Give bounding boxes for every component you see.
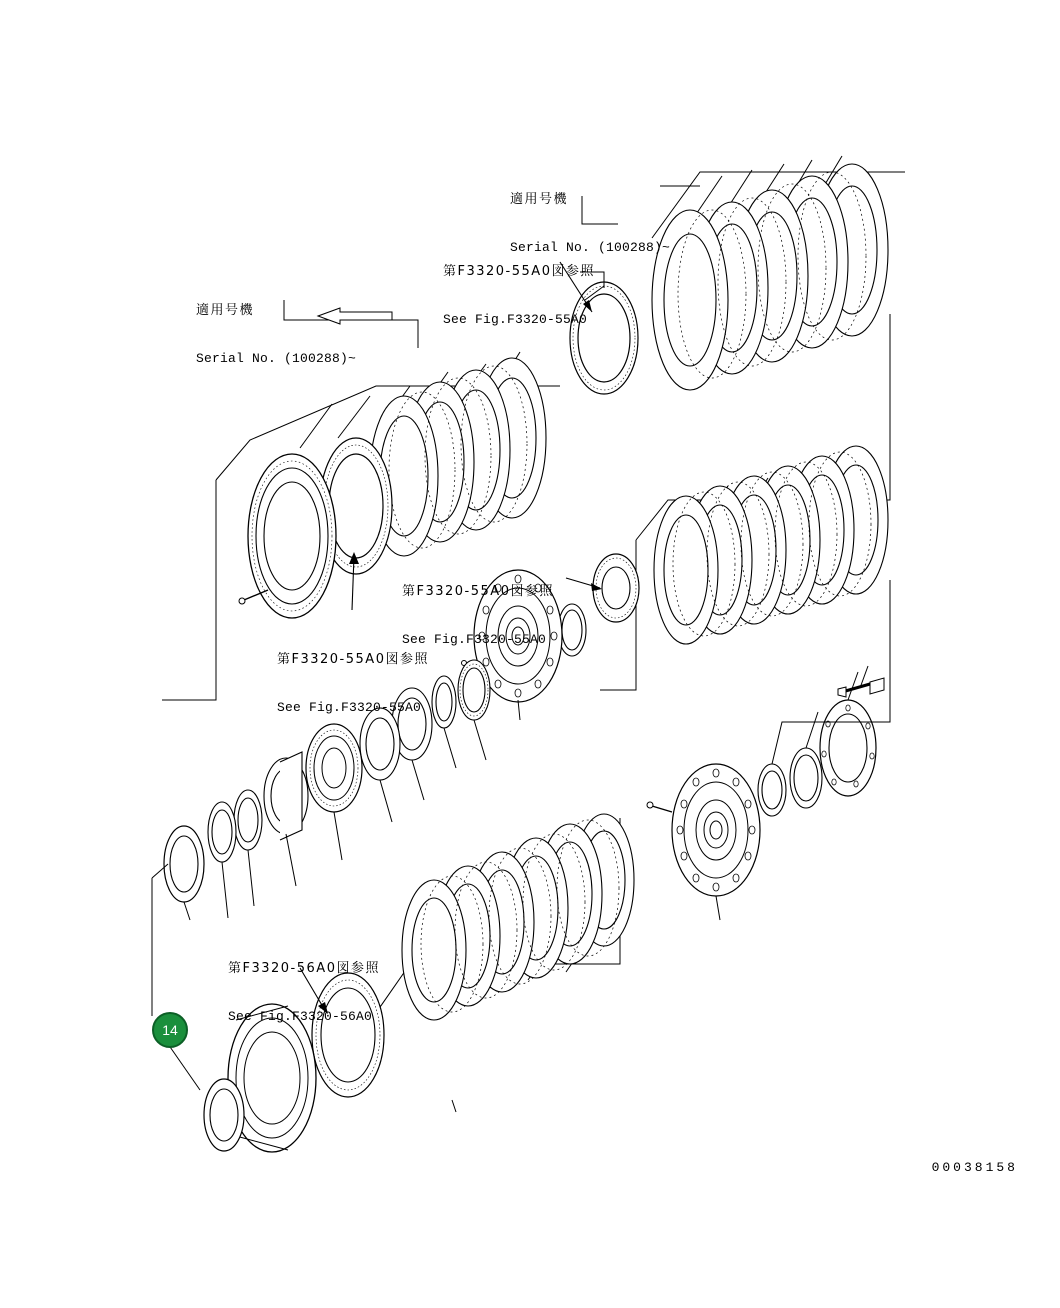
callout-label: 14 <box>162 1022 178 1038</box>
annotation-jp-text: 第F3320-55A0図参照 <box>277 652 429 667</box>
annotation-see-fig-55a0-middle <box>402 552 554 680</box>
annotation-jp-text: 第F3320-55A0図参照 <box>402 584 554 599</box>
annotation-jp-text: 適用号機 <box>196 303 255 318</box>
drawing-number: 00038158 <box>931 1160 1018 1175</box>
annotation-see-fig-55a0-top <box>443 232 595 360</box>
annotation-en-text: See Fig.F3320-55A0 <box>443 312 588 327</box>
annotation-en-text: See Fig.F3320-56A0 <box>228 1009 373 1024</box>
callout-14[interactable] <box>152 1012 188 1048</box>
annotation-en-text: See Fig.F3320-55A0 <box>277 700 422 715</box>
annotation-jp-text: 第F3320-55A0図参照 <box>443 264 595 279</box>
annotation-en-text: Serial No. (100288)~ <box>196 351 357 366</box>
annotation-jp-text: 適用号機 <box>510 192 569 207</box>
annotation-see-fig-56a0-bottom <box>228 929 380 1057</box>
annotation-jp-text: 第F3320-56A0図参照 <box>228 961 380 976</box>
annotation-serial-note-left <box>196 271 356 399</box>
annotation-en-text: Serial No. (100288)~ <box>510 240 671 255</box>
annotation-en-text: See Fig.F3320-55A0 <box>402 632 547 647</box>
